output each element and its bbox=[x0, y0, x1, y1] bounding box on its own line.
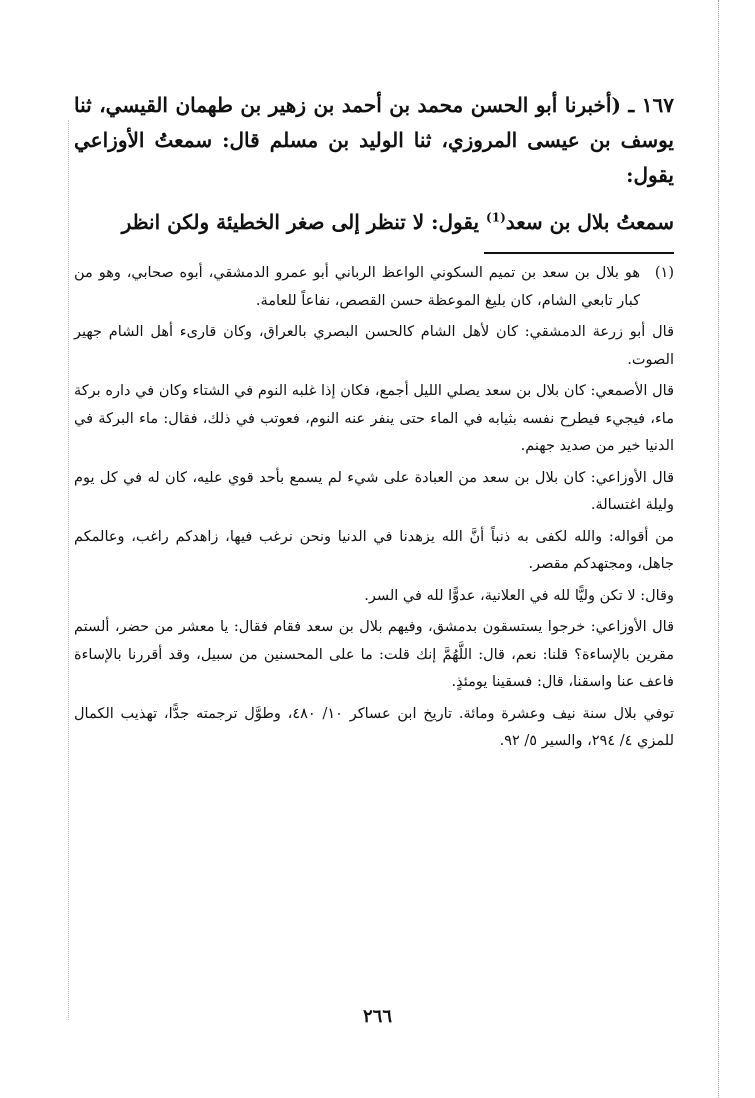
hadith-matn-start: سمعتُ بلال بن سعد bbox=[505, 210, 674, 234]
hadith-dash: ـ bbox=[628, 93, 635, 117]
footnote-text-1: هو بلال بن سعد بن تميم السكوني الواعظ الرباني أبو عمرو الدمشقي، أبوه صحابي، وهو من كبار تابعي الشام، كان بليغ الموعظة حسن القصص، نفاعاً للعامة. bbox=[74, 265, 640, 309]
footnote-mark: (١) bbox=[654, 265, 674, 281]
binding-dotted-line bbox=[68, 120, 69, 1020]
hadith-paragraph-1 bbox=[74, 88, 674, 193]
page-number: ٢٦٦ bbox=[362, 1006, 392, 1027]
footnote-paragraph-3: قال الأصمعي: كان بلال بن سعد يصلي الليل أجمع، فكان إذا غلبه النوم في الشتاء وكان في داره بركة ماء، فيجيء فيطرح نفسه بثيابه في الماء حتى ينفر عنه النوم، فعوتب في ذلك، فقال: ماء البركة في الدنيا خير من صديد جهنم. bbox=[74, 383, 674, 454]
footnote-reference[interactable]: (1) bbox=[486, 210, 506, 225]
footnote-separator bbox=[484, 252, 674, 254]
footnote-paragraph-2: قال أبو زرعة الدمشقي: كان لأهل الشام كالحسن البصري بالعراق، وكان قارىء أهل الشام جهير الصوت. bbox=[74, 324, 674, 368]
footnote-paragraph-4: قال الأوزاعي: كان بلال بن سعد من العبادة على شيء لم يسمع بأحد قوي عليه، كان له في كل يوم وليلة اغتسالة. bbox=[74, 469, 674, 513]
footnotes bbox=[74, 260, 674, 756]
hadith-number: ١٦٧ bbox=[641, 93, 674, 117]
hadith-matn-continued: يقول: لا تنظر إلى صغر الخطيئة ولكن انظر bbox=[121, 210, 480, 234]
footnote-paragraph-6: وقال: لا تكن وليًّا لله في العلانية، عدوًّا لله في السر. bbox=[364, 587, 674, 604]
hadith-text bbox=[74, 88, 674, 240]
hadith-isnad: (أخبرنا أبو الحسن محمد بن أحمد بن زهير بن طهمان القيسي، ثنا يوسف بن عيسى المروزي، ثنا الوليد بن مسلم قال: سمعتُ الأوزاعي يقول: bbox=[74, 93, 674, 187]
footnote-paragraph-7: قال الأوزاعي: خرجوا يستسقون بدمشق، وفيهم بلال بن سعد فقام فقال: يا معشر من حضر، ألستم مقرين بالإساءة؟ قلنا: نعم، قال: اللَّهُمَّ إنك قلت: ما على المحسنين من سبيل، وقد أقررنا بالإساءة فاعف عنا واسقنا، قال: فسقينا يومئذٍ. bbox=[74, 619, 674, 690]
hadith-paragraph-2 bbox=[74, 205, 674, 240]
page-edge-dotted-line bbox=[718, 0, 719, 1098]
footnote-paragraph-5: من أقواله: والله لكفى به ذنباً أنَّ الله يزهدنا في الدنيا ونحن نرغب فيها، زاهدكم راغب، وعالمكم جاهل، ومجتهدكم مقصر. bbox=[74, 528, 674, 572]
footnote-paragraph-8: توفي بلال سنة نيف وعشرة ومائة. تاريخ ابن عساكر ١٠/ ٤٨٠، وطوَّل ترجمته جدًّا، تهذيب الكمال للمزي ٤/ ٢٩٤، والسير ٥/ ٩٢. bbox=[74, 705, 674, 749]
footnote-paragraph-1 bbox=[74, 260, 674, 315]
page-content bbox=[74, 88, 674, 760]
